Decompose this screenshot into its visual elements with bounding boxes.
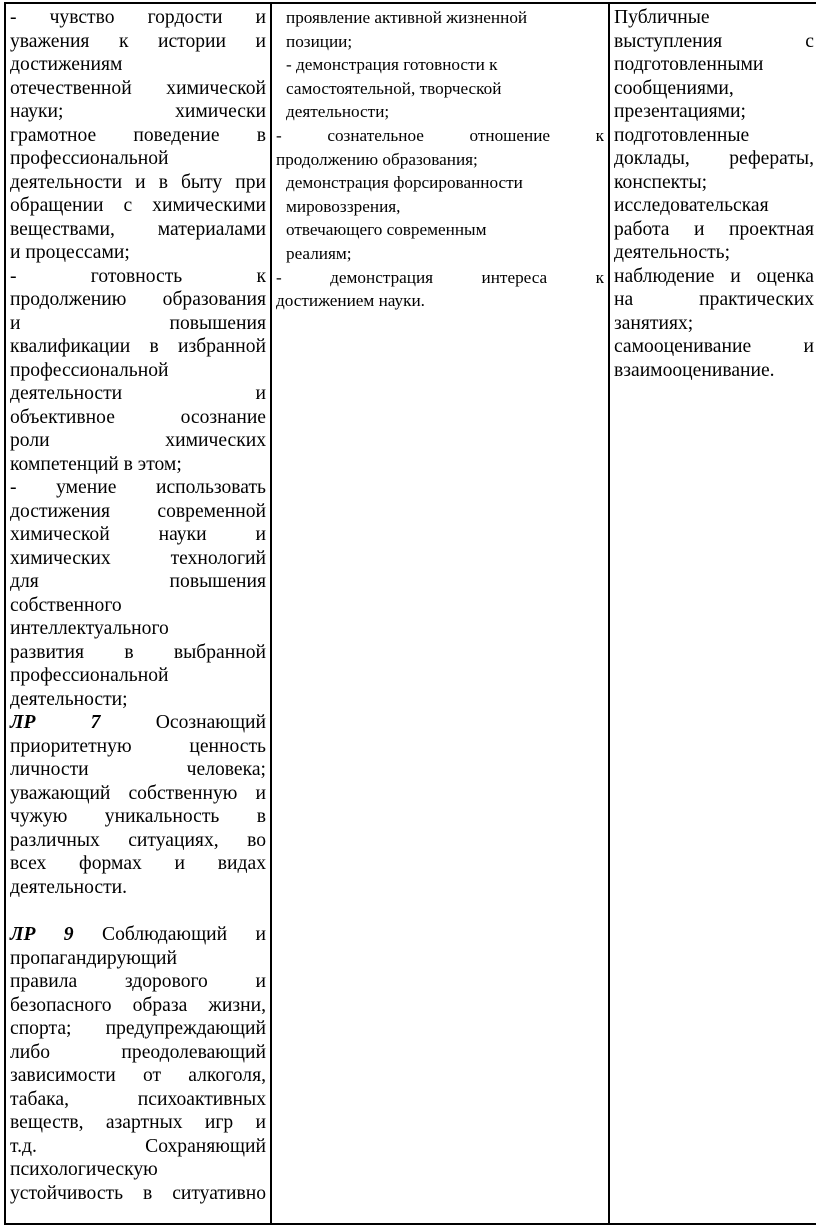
text-line: компетенций в этом; <box>10 453 182 475</box>
text-line: уважения к истории и <box>10 30 266 52</box>
assessment-forms-cell <box>609 3 816 1224</box>
text-line: выступления с <box>614 30 814 52</box>
text-line: - демонстрация готовности к <box>286 55 498 75</box>
text-line: достижения современной <box>10 500 266 522</box>
text-line: презентациями; <box>614 101 746 122</box>
table-row <box>5 3 816 1224</box>
text-line: занятиях; <box>614 312 694 334</box>
text-line: - сознательное отношение к <box>276 125 604 145</box>
text-line: уважающий собственную и <box>10 782 266 804</box>
text-line: Публичные <box>614 7 710 28</box>
text-line: деятельности и в быту при <box>10 171 266 193</box>
text-line: позиции; <box>286 31 353 51</box>
text-line: спорта; предупреждающий <box>10 1018 266 1039</box>
text-line: подготовленные <box>614 124 750 146</box>
text-line: наблюдение и оценка <box>614 265 814 287</box>
text-line: отвечающего современным <box>286 220 487 240</box>
text-line: и повышения <box>10 312 266 334</box>
text-line: пропагандирующий <box>10 947 177 969</box>
text-line: - чувство гордости и <box>10 7 266 28</box>
text-line: сообщениями, <box>614 77 734 99</box>
text-line: веществами, материалами <box>10 218 266 240</box>
text-line: либо преодолевающий <box>10 1041 266 1063</box>
text-line: зависимости от алкоголя, <box>10 1065 266 1086</box>
text-line: правила здорового и <box>10 971 266 992</box>
text-line: химических технологий <box>10 547 266 569</box>
text-line: личности человека; <box>10 759 266 780</box>
text-line: демонстрация форсированности <box>286 173 523 193</box>
text-line: доклады, рефераты, <box>614 148 814 169</box>
text-line: безопасного образа жизни, <box>10 994 266 1016</box>
text-line: достижением науки. <box>276 291 425 311</box>
text-line: собственного <box>10 594 122 616</box>
text-line: исследовательская <box>614 195 769 216</box>
text-line: приоритетную ценность <box>10 735 266 757</box>
text-line: деятельности; <box>286 102 390 122</box>
text-line: психологическую <box>10 1159 158 1180</box>
lr9-line <box>10 923 266 947</box>
text-line: для повышения <box>10 571 266 592</box>
text-line: чужую уникальность в <box>10 806 266 827</box>
text-line: деятельности; <box>10 688 128 710</box>
lr9-label: ЛР 9 <box>10 924 74 945</box>
text-line: обращении с химическими <box>10 195 266 216</box>
lr7-label: ЛР 7 <box>10 712 101 733</box>
text-line: взаимооценивание. <box>614 359 775 381</box>
text-span: Соблюдающий и <box>102 924 267 945</box>
text-line: развития в выбранной <box>10 641 266 663</box>
text-line: деятельности. <box>10 876 128 898</box>
text-line: продолжению образования <box>10 289 266 310</box>
lr7-line <box>10 711 266 735</box>
text-line: деятельность; <box>614 242 731 263</box>
text-line: деятельности и <box>10 383 266 404</box>
text-line: квалификации в избранной <box>10 336 266 357</box>
text-line: профессиональной <box>10 665 169 686</box>
text-line: реалиям; <box>286 243 352 263</box>
text-line: табака, психоактивных <box>10 1088 266 1110</box>
text-line: объективное осознание <box>10 406 266 428</box>
text-line: профессиональной <box>10 148 169 169</box>
text-line: всех формах и видах <box>10 853 266 874</box>
text-line: науки; химически <box>10 101 266 122</box>
text-line: роли химических <box>10 430 266 451</box>
results-table <box>4 2 816 1225</box>
criteria-cell <box>271 3 609 1224</box>
personal-results-cell <box>5 3 271 1224</box>
text-line: профессиональной <box>10 359 169 381</box>
text-line: - готовность к <box>10 265 266 287</box>
text-line: химической науки и <box>10 524 266 545</box>
text-line: проявление активной жизненной <box>286 8 528 27</box>
text-line: самооценивание и <box>614 336 814 357</box>
text-line: интеллектуального <box>10 618 169 639</box>
text-line: самостоятельной, творческой <box>286 78 502 98</box>
text-line: т.д. Сохраняющий <box>10 1135 266 1157</box>
text-line: различных ситуациях, во <box>10 829 266 851</box>
text-line: и процессами; <box>10 242 130 263</box>
text-line: устойчивость в ситуативно <box>10 1182 266 1204</box>
text-line: конспекты; <box>614 171 708 193</box>
text-line: на практических <box>614 289 814 310</box>
text-line: продолжению образования; <box>276 149 478 169</box>
text-line: - умение использовать <box>10 477 266 498</box>
text-span: Осознающий <box>155 712 266 733</box>
text-line: работа и проектная <box>614 218 814 240</box>
text-line: подготовленными <box>614 54 764 75</box>
text-line: - демонстрация интереса к <box>276 267 604 287</box>
text-line: достижениям <box>10 54 123 75</box>
text-line: отечественной химической <box>10 77 266 99</box>
paragraph-gap <box>10 899 266 923</box>
text-line: грамотное поведение в <box>10 124 266 146</box>
text-line: мировоззрения, <box>286 196 401 216</box>
text-line: веществ, азартных игр и <box>10 1112 266 1133</box>
